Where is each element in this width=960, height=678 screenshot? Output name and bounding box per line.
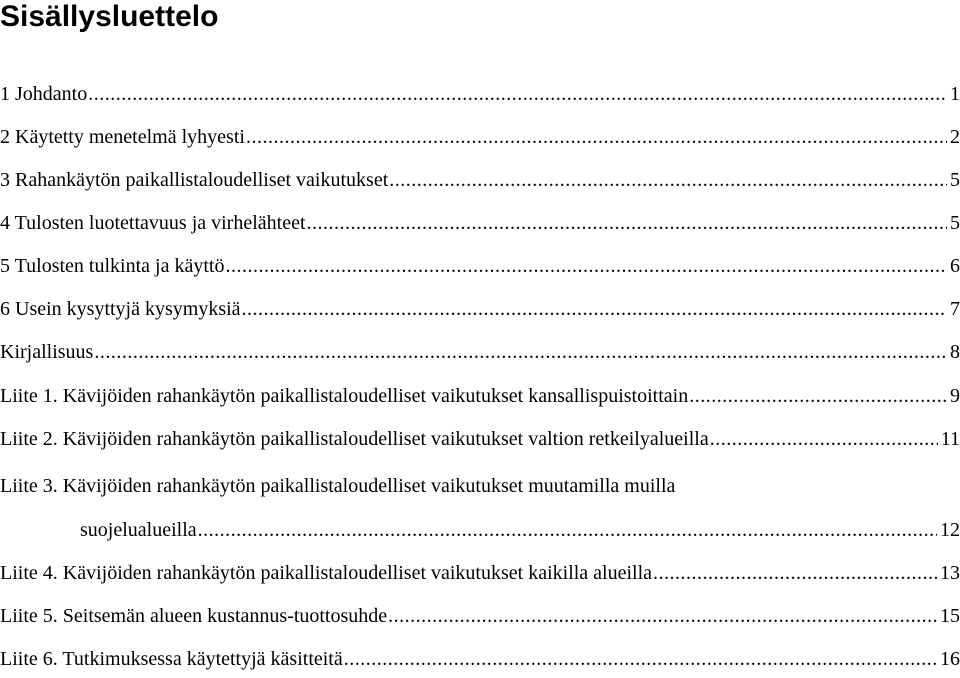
toc-page-number: 6 (950, 255, 960, 277)
toc-entry-kirjallisuus[interactable] (0, 341, 960, 371)
toc-entry-label: Liite 2. Kävijöiden rahankäytön paikallistaloudelliset vaikutukset valtion retkeilyalueilla (0, 428, 709, 450)
toc-entry-label: Liite 4. Kävijöiden rahankäytön paikallistaloudelliset vaikutukset kaikilla alueilla (0, 562, 653, 584)
toc-entry-liite-1[interactable] (0, 385, 960, 415)
dot-leader (306, 212, 947, 235)
toc-page-number: 16 (940, 648, 960, 670)
toc-entry-label: suojelualueilla (80, 519, 197, 541)
toc-page-number: 7 (950, 298, 960, 320)
toc-page-number: 12 (940, 519, 960, 541)
dot-leader (343, 648, 937, 671)
toc-entry-luotettavuus[interactable] (0, 212, 960, 242)
toc-page-number: 9 (950, 385, 960, 407)
dot-leader (241, 298, 947, 321)
toc-entry-label: 6 Usein kysyttyjä kysymyksiä (0, 298, 241, 320)
toc-entry-johdanto[interactable] (0, 83, 960, 113)
toc-page-number: 13 (940, 562, 960, 584)
toc-entry-label: 5 Tulosten tulkinta ja käyttö (0, 255, 225, 277)
toc-entry-kaytetty-menetelma[interactable] (0, 126, 960, 156)
dot-leader (388, 169, 947, 192)
dot-leader (245, 126, 947, 149)
page-title: Sisällysluettelo (0, 0, 219, 33)
toc-entry-label: Liite 5. Seitsemän alueen kustannus-tuottosuhde (0, 605, 388, 627)
toc-entry-label: 3 Rahankäytön paikallistaloudelliset vaikutukset (0, 169, 389, 191)
toc-entry-rahankaytto[interactable] (0, 169, 960, 199)
dot-leader (709, 428, 938, 451)
toc-entry-label: Liite 1. Kävijöiden rahankäytön paikallistaloudelliset vaikutukset kansallispuistoittain (0, 385, 689, 407)
toc-entry-label: 1 Johdanto (0, 83, 88, 105)
toc-page-number: 1 (950, 83, 960, 105)
dot-leader (387, 605, 937, 628)
toc-entry-kysymykset[interactable] (0, 298, 960, 328)
dot-leader (652, 562, 937, 585)
dot-leader (87, 83, 947, 106)
toc-entry-liite-3[interactable] (0, 519, 960, 549)
toc-page-number: 11 (940, 428, 960, 450)
toc-entry-label: 4 Tulosten luotettavuus ja virhelähteet (0, 212, 306, 234)
toc-page-number: 15 (940, 605, 960, 627)
toc-page-number: 2 (950, 126, 960, 148)
toc-entry-label: Kirjallisuus (0, 341, 94, 363)
dot-leader (224, 255, 947, 278)
toc-entry-liite-5[interactable] (0, 605, 960, 635)
toc-entry-liite-3-line1[interactable]: Liite 3. Kävijöiden rahankäytön paikallistaloudelliset vaikutukset muutamilla muilla (0, 475, 676, 497)
dot-leader (197, 519, 937, 542)
toc-page-number: 8 (950, 341, 960, 363)
toc-entry-liite-2[interactable] (0, 428, 960, 458)
toc-page-number: 5 (950, 169, 960, 191)
toc-entry-tulkinta[interactable] (0, 255, 960, 285)
toc-entry-liite-4[interactable] (0, 562, 960, 592)
toc-entry-liite-6[interactable] (0, 648, 960, 678)
dot-leader (93, 341, 947, 364)
toc-entry-label: Liite 6. Tutkimuksessa käytettyjä käsitteitä (0, 648, 343, 670)
dot-leader (688, 385, 947, 408)
toc-entry-label: 2 Käytetty menetelmä lyhyesti (0, 126, 245, 148)
toc-page-number: 5 (950, 212, 960, 234)
